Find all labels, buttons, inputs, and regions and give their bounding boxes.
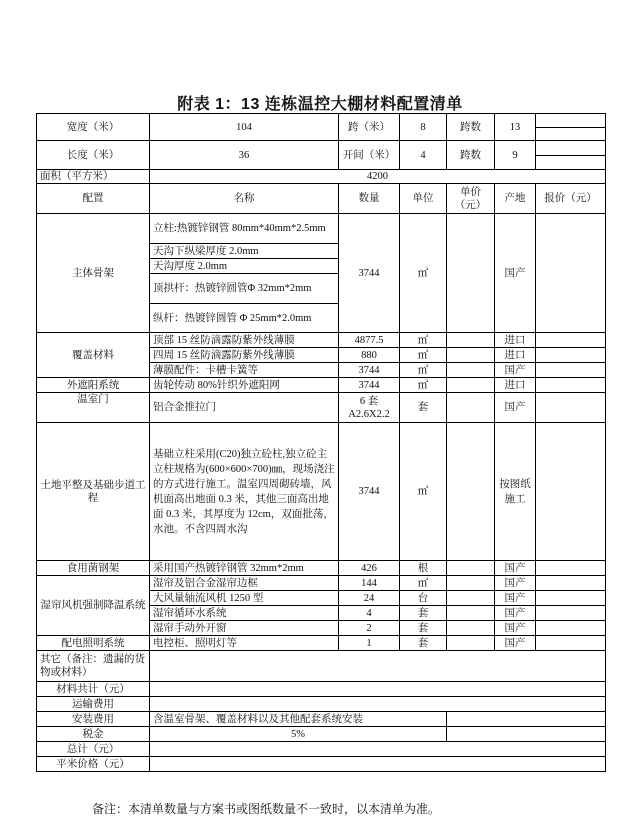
table-row (37, 393, 606, 423)
area-value: 4200 (150, 170, 606, 184)
cover-price (447, 333, 495, 348)
cooling-price (447, 606, 495, 621)
ground-name: 基础立柱采用(C20)独立砼柱,独立砼主立柱规格为(600×600×700)㎜，现场浇注的方式进行施工。温室四周砌砖墙，风机面高出地面 0.3 米，其他三面高出地面 0.3 米，其厚度为 12cm，双面批荡，水池。不含四周水沟 (150, 423, 339, 561)
table-row (37, 561, 606, 576)
cooling-name: 湿帘循环水系统 (150, 606, 339, 621)
lighting-origin: 国产 (495, 636, 536, 651)
cover-unit: ㎡ (400, 363, 447, 378)
span-count-label: 跨数 (447, 114, 495, 141)
transport-row (37, 697, 606, 712)
sqm-price-row (37, 757, 606, 772)
total-row (37, 742, 606, 757)
shade-name: 齿轮传动 80%针织外遮阳网 (150, 378, 339, 393)
cooling-price (447, 576, 495, 591)
bay-label: 开间（米） (339, 141, 400, 170)
document-title: 附表 1：13 连栋温控大棚材料配置清单 (177, 96, 463, 113)
shade-origin: 进口 (495, 378, 536, 393)
span-count-value: 13 (495, 114, 536, 141)
header-unit: 单位 (400, 184, 447, 214)
rack-quote (536, 561, 606, 576)
cover-name: 顶部 15 丝防滴露防紫外线薄膜 (150, 333, 339, 348)
rack-unit: 根 (400, 561, 447, 576)
frame-qty: 3744 (339, 214, 400, 333)
cooling-origin: 国产 (495, 606, 536, 621)
door-price (447, 393, 495, 423)
cover-quote (536, 333, 606, 348)
width-label: 宽度（米） (37, 114, 150, 141)
ground-quote (536, 423, 606, 561)
install-note: 含温室骨架、覆盖材料以及其他配套系统安装 (150, 712, 447, 727)
rack-origin: 国产 (495, 561, 536, 576)
cover-quote (536, 363, 606, 378)
length-row (37, 141, 606, 170)
rack-label: 食用菌钢架 (37, 561, 150, 576)
door-quote (536, 393, 606, 423)
total-label: 总计（元） (37, 742, 150, 757)
table-row (37, 214, 606, 244)
cover-qty: 880 (339, 348, 400, 363)
door-label: 温室门 (37, 393, 150, 423)
ground-origin: 按图纸施工 (495, 423, 536, 561)
door-origin: 国产 (495, 393, 536, 423)
frame-item: 天沟厚度 2.0mm (150, 259, 339, 274)
cooling-origin: 国产 (495, 591, 536, 606)
width-value: 104 (150, 114, 339, 141)
frame-label: 主体骨架 (37, 214, 150, 333)
cooling-quote (536, 591, 606, 606)
header-name: 名称 (150, 184, 339, 214)
door-qty: 6 套 A2.6X2.2 (339, 393, 400, 423)
cooling-price (447, 621, 495, 636)
table-row (37, 378, 606, 393)
cooling-unit: 套 (400, 621, 447, 636)
lighting-label: 配电照明系统 (37, 636, 150, 651)
material-list-table (36, 113, 606, 772)
other-row (37, 651, 606, 682)
table-row (37, 636, 606, 651)
cooling-origin: 国产 (495, 621, 536, 636)
other-label: 其它（备注：遗漏的货物或材料） (37, 651, 150, 682)
lighting-name: 电控柜、照明灯等 (150, 636, 339, 651)
cooling-qty: 2 (339, 621, 400, 636)
rack-qty: 426 (339, 561, 400, 576)
cover-origin: 进口 (495, 348, 536, 363)
cover-unit: ㎡ (400, 333, 447, 348)
cover-origin: 国产 (495, 363, 536, 378)
cooling-price (447, 591, 495, 606)
cover-price (447, 363, 495, 378)
frame-origin: 国产 (495, 214, 536, 333)
header-price: 单价（元） (447, 184, 495, 214)
transport-label: 运输费用 (37, 697, 150, 712)
sqm-price-value (150, 757, 606, 772)
table-row (37, 333, 606, 348)
door-unit: 套 (400, 393, 447, 423)
cooling-unit: 台 (400, 591, 447, 606)
door-name: 铝合金推拉门 (150, 393, 339, 423)
width-row-blank (536, 114, 606, 141)
other-value (150, 651, 606, 682)
shade-unit: ㎡ (400, 378, 447, 393)
bay-count-label: 跨数 (447, 141, 495, 170)
cover-qty: 4877.5 (339, 333, 400, 348)
material-total-label: 材料共计（元） (37, 682, 150, 697)
frame-quote (536, 214, 606, 333)
lighting-price (447, 636, 495, 651)
tax-value: 5% (150, 727, 447, 742)
tax-row (37, 727, 606, 742)
cover-origin: 进口 (495, 333, 536, 348)
cooling-origin: 国产 (495, 576, 536, 591)
install-row (37, 712, 606, 727)
length-value: 36 (150, 141, 339, 170)
frame-item: 顶拱杆：热镀锌圆管Φ 32mm*2mm (150, 274, 339, 304)
shade-qty: 3744 (339, 378, 400, 393)
tax-label: 税金 (37, 727, 150, 742)
span-label: 跨（米） (339, 114, 400, 141)
cooling-label: 湿帘风机强制降温系统 (37, 576, 150, 636)
cover-quote (536, 348, 606, 363)
material-total-value (150, 682, 606, 697)
cooling-unit: 套 (400, 606, 447, 621)
cooling-qty: 4 (339, 606, 400, 621)
shade-label: 外遮阳系统 (37, 378, 150, 393)
footnote: 备注：本清单数量与方案书或图纸数量不一致时，以本清单为准。 (92, 802, 441, 816)
length-label: 长度（米） (37, 141, 150, 170)
table-header-row (37, 184, 606, 214)
install-label: 安装费用 (37, 712, 150, 727)
install-value (447, 712, 606, 727)
frame-item: 天沟下纵梁厚度 2.0mm (150, 244, 339, 259)
table-row (37, 576, 606, 591)
length-row-blank (536, 141, 606, 170)
ground-price (447, 423, 495, 561)
shade-quote (536, 378, 606, 393)
area-row (37, 170, 606, 184)
transport-value (150, 697, 606, 712)
cover-unit: ㎡ (400, 348, 447, 363)
width-row (37, 114, 606, 141)
cooling-name: 湿帘及铝合金湿帘边框 (150, 576, 339, 591)
lighting-unit: 套 (400, 636, 447, 651)
header-config: 配置 (37, 184, 150, 214)
cooling-name: 大风量轴流风机 1250 型 (150, 591, 339, 606)
cooling-quote (536, 606, 606, 621)
frame-unit: ㎡ (400, 214, 447, 333)
shade-price (447, 378, 495, 393)
cooling-name: 湿帘手动外开窗 (150, 621, 339, 636)
cover-qty: 3744 (339, 363, 400, 378)
ground-label: 土地平整及基础步道工程 (37, 423, 150, 561)
ground-unit: ㎡ (400, 423, 447, 561)
tax-amount (447, 727, 606, 742)
header-quote: 报价（元） (536, 184, 606, 214)
ground-qty: 3744 (339, 423, 400, 561)
header-origin: 产地 (495, 184, 536, 214)
bay-value: 4 (400, 141, 447, 170)
cooling-unit: ㎡ (400, 576, 447, 591)
frame-item: 纵杆：热镀锌圆管 Φ 25mm*2.0mm (150, 304, 339, 333)
cover-price (447, 348, 495, 363)
material-total-row (37, 682, 606, 697)
area-label: 面积（平方米） (37, 170, 150, 184)
cooling-quote (536, 576, 606, 591)
span-value: 8 (400, 114, 447, 141)
cooling-qty: 24 (339, 591, 400, 606)
cover-name: 薄膜配件：卡槽卡簧等 (150, 363, 339, 378)
rack-price (447, 561, 495, 576)
cover-name: 四周 15 丝防滴露防紫外线薄膜 (150, 348, 339, 363)
frame-price (447, 214, 495, 333)
sqm-price-label: 平米价格（元） (37, 757, 150, 772)
frame-item: 立柱:热镀锌钢管 80mm*40mm*2.5mm (150, 214, 339, 244)
cover-label: 覆盖材料 (37, 333, 150, 378)
cooling-quote (536, 621, 606, 636)
bay-count-value: 9 (495, 141, 536, 170)
total-value (150, 742, 606, 757)
cooling-qty: 144 (339, 576, 400, 591)
lighting-quote (536, 636, 606, 651)
lighting-qty: 1 (339, 636, 400, 651)
header-qty: 数量 (339, 184, 400, 214)
table-row (37, 423, 606, 561)
rack-name: 采用国产热镀锌钢管 32mm*2mm (150, 561, 339, 576)
